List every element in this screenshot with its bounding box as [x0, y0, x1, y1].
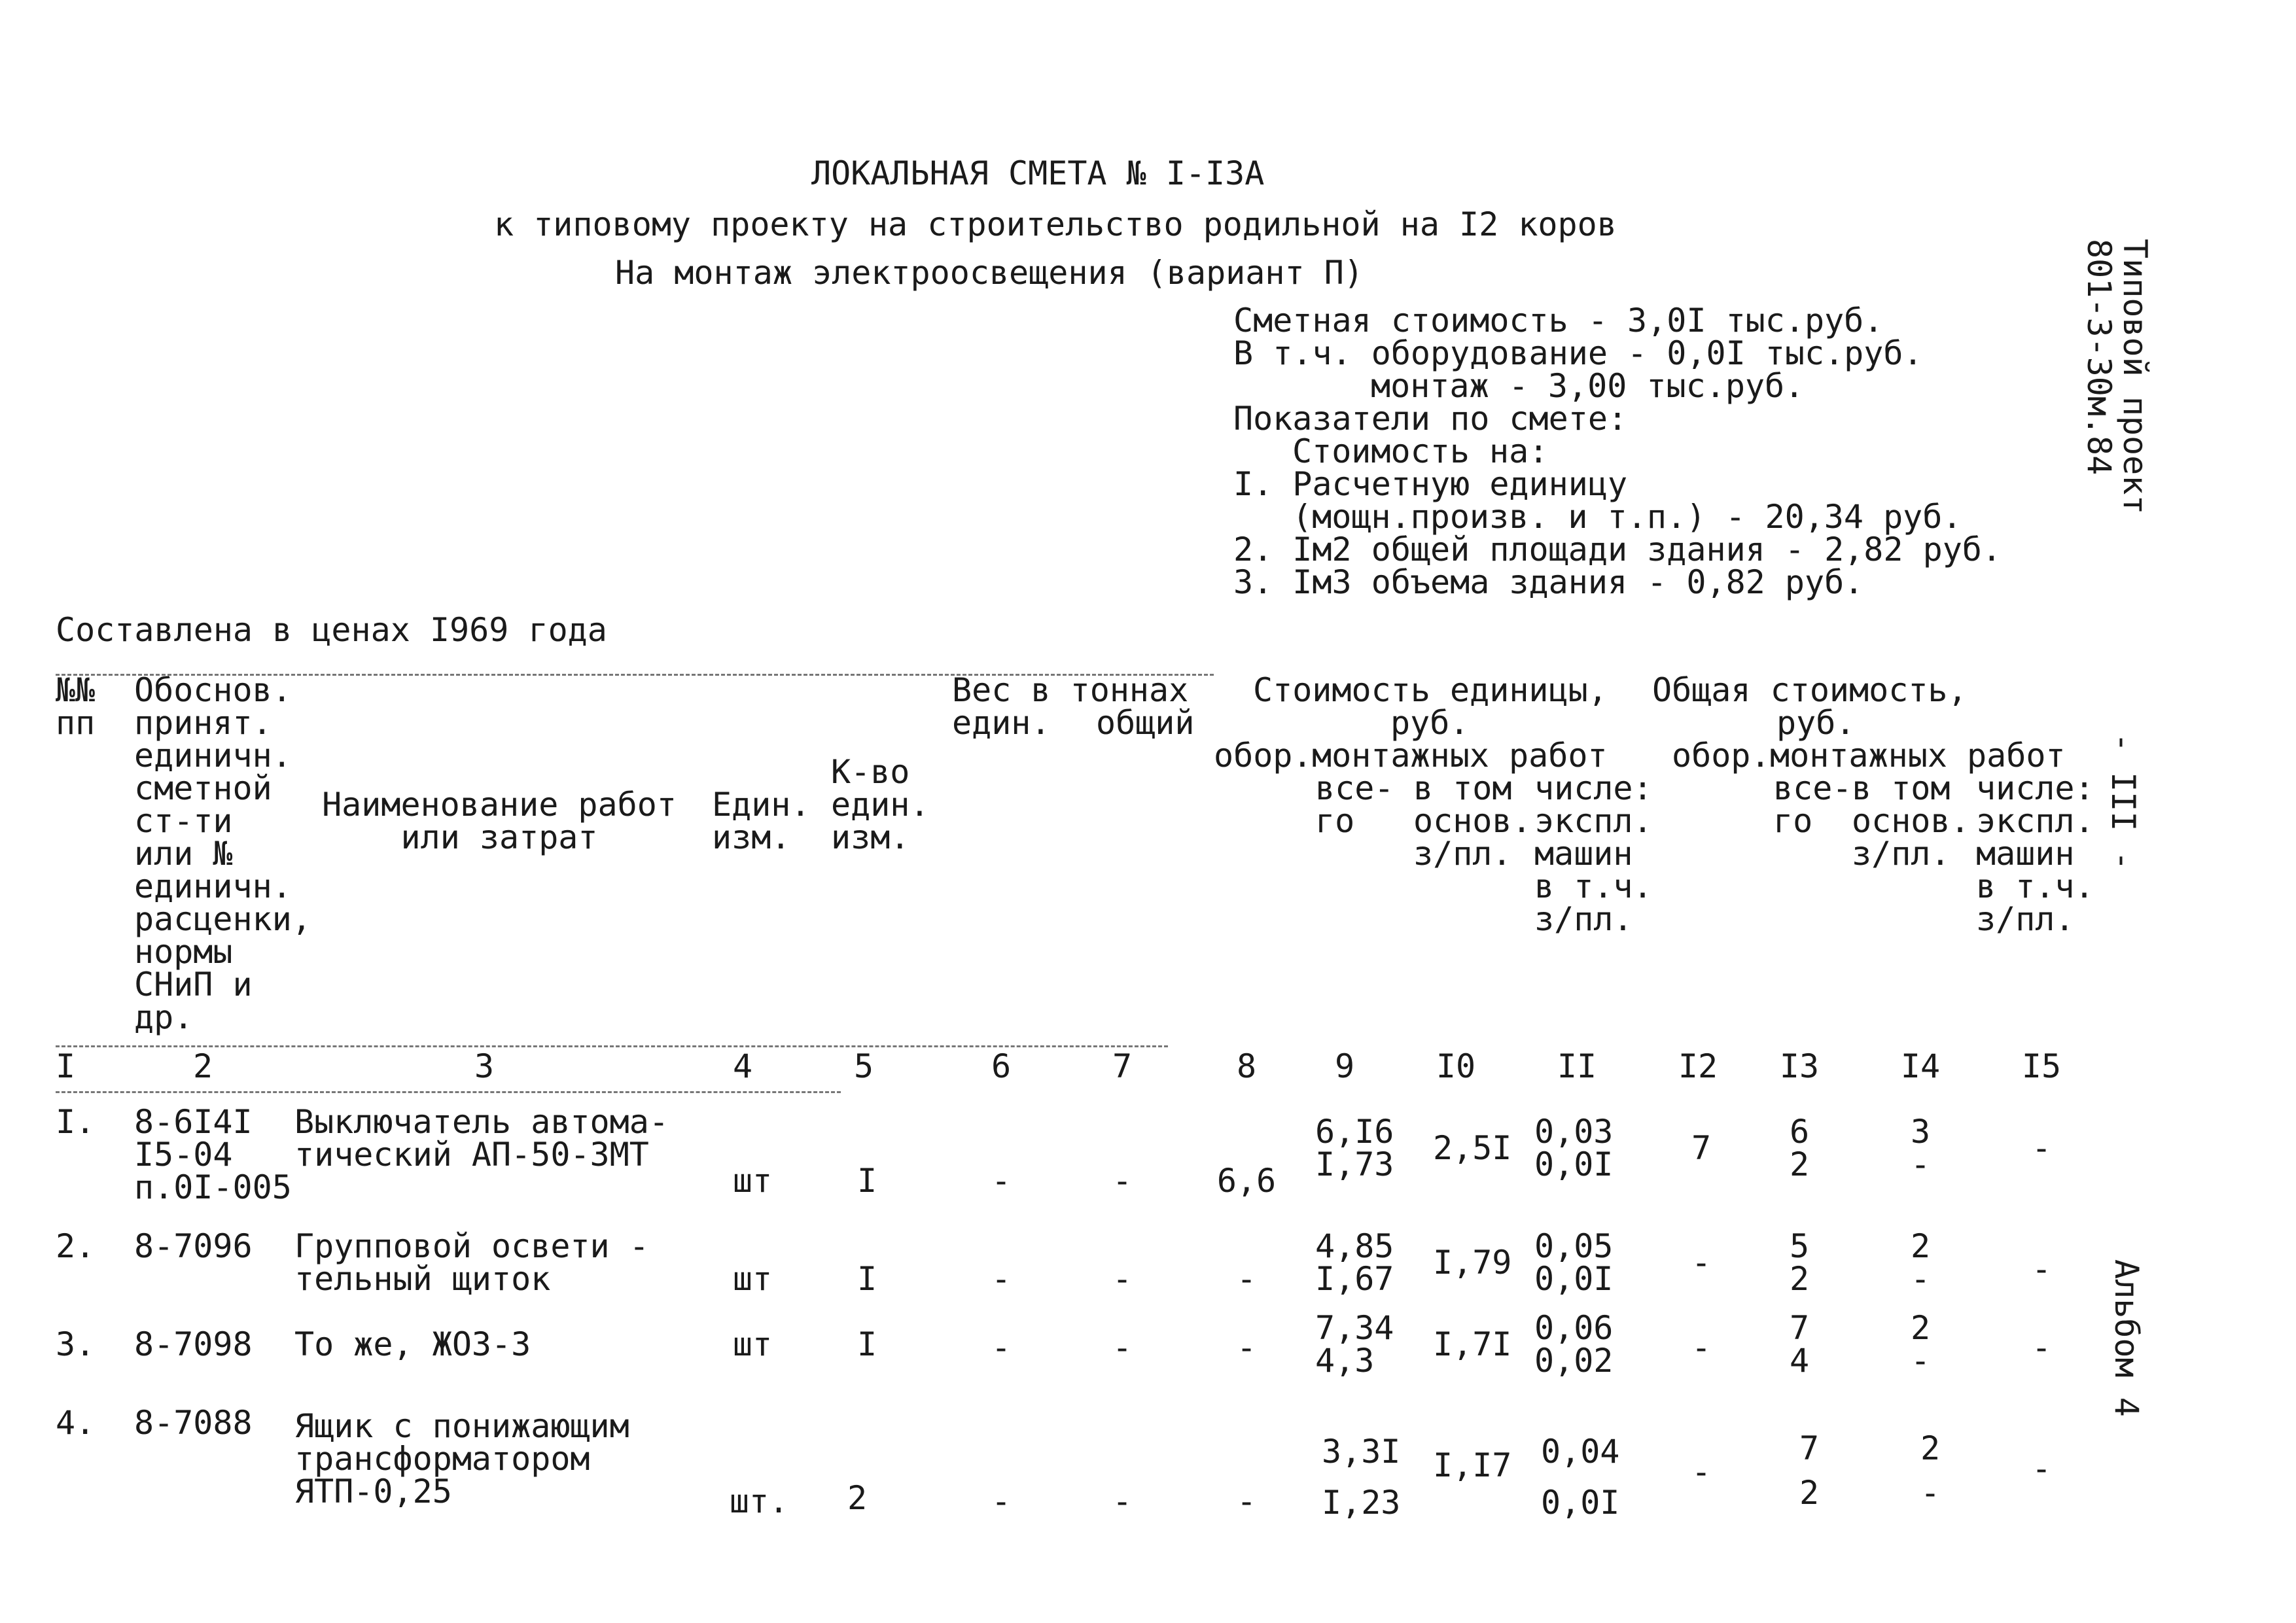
row-base-wage: 2,5I — [1433, 1129, 1512, 1167]
row-qty: I — [857, 1260, 877, 1298]
column-numbers-rule — [56, 1091, 841, 1093]
row-base-wage: I,79 — [1433, 1244, 1512, 1282]
column-number: I0 — [1436, 1047, 1476, 1085]
header-unit-cost-rub: руб. — [1390, 704, 1470, 742]
row-total-mount: 7 2 — [1799, 1429, 1820, 1512]
header-col13: все- го — [1773, 769, 1852, 840]
row-base-wage: I,7I — [1433, 1325, 1512, 1363]
row-number: 2. — [56, 1227, 96, 1265]
row-total-equipment: 7 — [1691, 1129, 1712, 1167]
column-number: 6 — [991, 1047, 1012, 1085]
row-weight-total: - — [1112, 1329, 1133, 1367]
row-equipment: - — [1236, 1482, 1257, 1520]
page-number: - III - — [2104, 733, 2142, 871]
row-weight-total: - — [1112, 1260, 1133, 1298]
row-total-equipment: - — [1691, 1453, 1712, 1491]
column-number: 7 — [1112, 1047, 1133, 1085]
column-number: 5 — [853, 1047, 874, 1085]
row-base-wage: I,I7 — [1433, 1446, 1512, 1484]
header-total-cost-group: Общая стоимость, — [1652, 671, 1968, 709]
header-col5: К-во един. изм. — [831, 753, 930, 856]
row-total-mount: 6 2 — [1789, 1113, 1810, 1183]
header-unit-cost-group: Стоимость единицы, — [1253, 671, 1608, 709]
row-name: То же, ЖО3-3 — [294, 1325, 531, 1363]
header-total-mount-group: монтажных работ — [1770, 737, 2066, 775]
row-total-mount: 5 2 — [1789, 1227, 1810, 1298]
album-label: Альбом 4 — [2108, 1259, 2146, 1417]
row-number: 4. — [56, 1404, 96, 1442]
summary-line: Показатели по смете: — [1233, 400, 1628, 438]
row-total-machines: - — [2031, 1129, 2052, 1167]
row-unit: шт. — [729, 1482, 789, 1520]
header-col6: един. — [952, 704, 1051, 742]
document-section: На монтаж электроосвещения (вариант П) — [615, 254, 1364, 292]
header-col12: обор. — [1672, 737, 1771, 775]
column-number: II — [1557, 1047, 1597, 1085]
row-total-wage: 3 - — [1910, 1113, 1931, 1183]
row-total-wage: 2 - — [1910, 1227, 1931, 1298]
header-weight-group: Вес в тоннах — [952, 671, 1189, 709]
column-number: I — [55, 1047, 76, 1085]
row-machines: 0,03 0,0I — [1534, 1113, 1614, 1183]
project-stamp — [2081, 239, 2153, 514]
column-number: I2 — [1678, 1047, 1718, 1085]
row-name: Групповой освети - тельный щиток — [294, 1227, 649, 1298]
header-total-cost-rub: руб. — [1776, 704, 1856, 742]
row-code: 8-6I4I I5-04 п.0I-005 — [134, 1103, 292, 1206]
document-subtitle: к типовому проекту на строительство родильной на I2 коров — [494, 205, 1617, 243]
row-machines: 0,04 0,0I — [1541, 1433, 1620, 1522]
row-unit: шт — [732, 1162, 773, 1200]
summary-line: В т.ч. оборудование - 0,0I тыс.руб. — [1233, 334, 1923, 372]
document-title: ЛОКАЛЬНАЯ СМЕТА № I-I3А — [811, 154, 1265, 192]
row-qty: I — [857, 1162, 877, 1200]
row-unit: шт — [732, 1325, 773, 1363]
row-equipment: - — [1236, 1260, 1257, 1298]
header-col14: в том основ. з/пл. — [1852, 769, 1970, 873]
header-col11: числе: экспл. машин в т.ч. з/пл. — [1534, 769, 1653, 938]
header-unit-mount-group: монтажных работ — [1312, 737, 1608, 775]
row-qty: 2 — [847, 1479, 868, 1517]
row-total-machines: - — [2031, 1250, 2052, 1288]
summary-line: Стоимость на: — [1292, 432, 1549, 470]
header-col4: Един. изм. — [712, 786, 811, 856]
row-equipment: - — [1236, 1329, 1257, 1367]
column-number: 2 — [192, 1047, 213, 1085]
summary-line: I. Расчетную единицу — [1233, 465, 1628, 503]
row-mount-total: 3,3I I,23 — [1322, 1433, 1401, 1522]
row-name: Ящик с понижающим трансформатором ЯТП-0,25 — [294, 1407, 629, 1510]
row-weight-unit: - — [991, 1260, 1012, 1298]
row-weight-unit: - — [991, 1482, 1012, 1520]
summary-line: (мощн.произв. и т.п.) - 20,34 руб. — [1292, 498, 1962, 536]
prices-year: Составлена в ценах I969 года — [56, 611, 607, 649]
row-qty: I — [857, 1325, 877, 1363]
row-total-wage: 2 - — [1920, 1429, 1941, 1512]
stamp-line: Типовой проект — [2116, 239, 2154, 515]
row-weight-total: - — [1112, 1162, 1133, 1200]
header-col10: в том основ. з/пл. — [1413, 769, 1532, 873]
header-col8: обор. — [1214, 737, 1313, 775]
column-number: 9 — [1334, 1047, 1355, 1085]
column-number: I4 — [1900, 1047, 1941, 1085]
summary-line: Сметная стоимость - 3,0I тыс.руб. — [1233, 302, 1884, 340]
summary-line: монтаж - 3,00 тыс.руб. — [1371, 367, 1805, 405]
column-number: I5 — [2021, 1047, 2062, 1085]
summary-line: 2. Iм2 общей площади здания - 2,82 руб. — [1233, 531, 2002, 568]
row-mount-total: 7,34 4,3 — [1315, 1309, 1394, 1380]
row-name: Выключатель автома- тический АП-50-3МТ — [294, 1103, 669, 1174]
summary-line: 3. Iм3 объема здания - 0,82 руб. — [1233, 563, 1864, 601]
row-mount-total: 6,I6 I,73 — [1315, 1113, 1394, 1183]
row-code: 8-7098 — [134, 1325, 253, 1363]
row-total-mount: 7 4 — [1789, 1309, 1810, 1380]
row-total-machines: - — [2031, 1329, 2052, 1367]
column-number: I3 — [1779, 1047, 1820, 1085]
header-col9: все- го — [1315, 769, 1394, 840]
column-number: 3 — [474, 1047, 495, 1085]
row-machines: 0,05 0,0I — [1534, 1227, 1614, 1298]
row-equipment: 6,6 — [1216, 1162, 1277, 1200]
row-total-equipment: - — [1691, 1329, 1712, 1367]
header-col2: Обоснов. принят. единичн. сметной ст-ти или № единичн. расценки, нормы СНиП и др. — [134, 671, 311, 1036]
column-number: 4 — [732, 1047, 753, 1085]
row-machines: 0,06 0,02 — [1534, 1309, 1614, 1380]
stamp-line: 801-3-30м.84 — [2080, 239, 2118, 476]
row-weight-total: - — [1112, 1482, 1133, 1520]
row-code: 8-7096 — [134, 1227, 253, 1265]
row-code: 8-7088 — [134, 1404, 253, 1442]
row-total-wage: 2 - — [1910, 1309, 1931, 1380]
row-mount-total: 4,85 I,67 — [1315, 1227, 1394, 1298]
row-total-machines: - — [2031, 1450, 2052, 1488]
header-col7: общий — [1096, 704, 1195, 742]
row-weight-unit: - — [991, 1329, 1012, 1367]
header-col15: числе: экспл. машин в т.ч. з/пл. — [1976, 769, 2094, 938]
row-number: 3. — [56, 1325, 96, 1363]
column-number: 8 — [1236, 1047, 1257, 1085]
header-col1: №№ пп — [56, 671, 96, 742]
row-weight-unit: - — [991, 1162, 1012, 1200]
header-col3: Наименование работ или затрат — [322, 786, 677, 856]
row-number: I. — [56, 1103, 96, 1141]
row-unit: шт — [732, 1260, 773, 1298]
row-total-equipment: - — [1691, 1244, 1712, 1282]
